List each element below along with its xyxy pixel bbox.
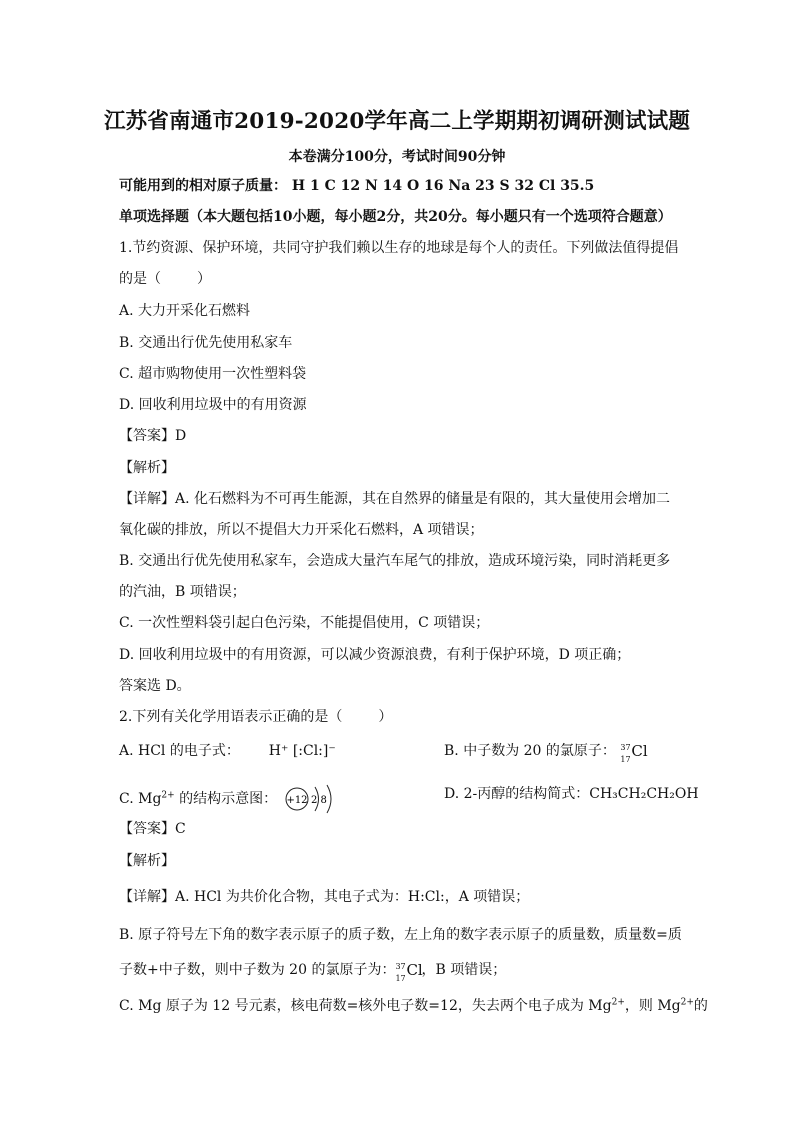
q1-stem-suffix: ）: [197, 271, 211, 287]
q2-option-d-label: D. 2-丙醇的结构简式：: [444, 786, 590, 802]
q1-conclusion: 答案选 D。: [119, 678, 191, 694]
q1-option-a: A. 大力开采化石燃料: [119, 303, 251, 319]
q1-stem-line2: [119, 269, 211, 289]
chlorine-isotope-symbol-2: [395, 960, 423, 983]
q1-option-d: D. 回收利用垃圾中的有用资源: [119, 397, 307, 413]
q2-detail-a-text: 【详解】A. HCl 为共价化合物，其电子式为：: [119, 889, 408, 905]
page-title: 江苏省南通市2019-2020学年高二上学期期初调研测试试题: [103, 109, 691, 134]
q2-detail-b2: [119, 960, 507, 983]
atomic-masses: 可能用到的相对原子质量： H 1 C 12 N 14 O 16 Na 23 S 32 Cl 35.5: [119, 178, 595, 194]
q2-option-a: [119, 741, 336, 761]
ion-charge: 2+: [611, 997, 625, 1008]
mass-number: 37: [620, 743, 631, 752]
ion-charge: 2+: [680, 997, 694, 1008]
electron-formula-ionic: H⁺ [:Cl:]⁻: [268, 743, 336, 759]
q2-analysis: 【解析】: [119, 853, 175, 869]
q2-detail-c-text: C. Mg 原子为 12 号元素，核电荷数=核外电子数=12，失去两个电子成为 Mg: [119, 998, 612, 1014]
q2-detail-b2-tail: ，B 项错误；: [421, 962, 507, 978]
q2-stem: [119, 707, 392, 727]
q2-detail-c-mid: ，则 Mg: [624, 998, 681, 1014]
q2-detail-a: [119, 887, 529, 907]
q2-option-b-label: B. 中子数为 20 的氯原子：: [444, 743, 616, 759]
q2-detail-b2-text: 子数+中子数，则中子数为 20 的氯原子为：: [119, 962, 396, 978]
q2-detail-c: [119, 996, 708, 1016]
q2-option-a-label: A. HCl 的电子式：: [119, 743, 240, 759]
electron-shell-2: [327, 785, 331, 813]
q2-option-c: [119, 784, 356, 814]
element-symbol: Cl: [406, 961, 423, 979]
q1-detail-line4: 的汽油，B 项错误；: [119, 584, 246, 600]
q2-stem-suffix: ）: [378, 709, 393, 725]
shell-electrons: 2 8: [310, 795, 327, 806]
q2-detail-c-tail: 的: [693, 998, 708, 1014]
q2-detail-a-tail: ，A 项错误；: [444, 889, 530, 905]
q1-detail-line1: 【详解】A. 化石燃料为不可再生能源，其在自然界的储量是有限的，其大量使用会增加二: [119, 491, 671, 507]
q1-detail-line5: C. 一次性塑料袋引起白色污染，不能提倡使用，C 项错误；: [119, 615, 490, 631]
exam-info: 本卷满分100分，考试时间90分钟: [288, 149, 506, 165]
chlorine-isotope-symbol: [620, 741, 648, 764]
q2-option-d-formula: CH₃CH₂CH₂OH: [589, 786, 699, 802]
section-heading: 单项选择题（本大题包括10小题，每小题2分，共20分。每小题只有一个选项符合题意）: [119, 209, 672, 225]
atomic-number: 17: [620, 755, 631, 764]
q2-option-c-prefix: C. Mg: [119, 791, 162, 807]
q1-stem-line1: 1.节约资源、保护环境，共同守护我们赖以生存的地球是每个人的责任。下列做法值得提倡: [119, 240, 679, 256]
q2-detail-b1: B. 原子符号左下角的数字表示原子的质子数，左上角的数字表示原子的质量数，质量数=质: [119, 927, 682, 943]
q2-answer: 【答案】C: [119, 821, 186, 837]
nucleus-charge: +12: [286, 795, 308, 806]
q1-stem-prefix: 的是（: [119, 271, 161, 287]
electron-formula-covalent: H:Cl:: [407, 889, 445, 905]
q1-detail-line2: 氧化碳的排放，所以不提倡大力开采化石燃料，A 项错误；: [119, 522, 484, 538]
atomic-number: 17: [395, 974, 406, 983]
q2-option-b: [444, 741, 648, 764]
q1-answer: 【答案】D: [119, 428, 187, 444]
element-symbol: Cl: [631, 742, 648, 760]
q1-option-c: C. 超市购物使用一次性塑料袋: [119, 366, 307, 382]
q2-option-d: [444, 784, 699, 804]
mass-number: 37: [395, 962, 406, 971]
q1-analysis: 【解析】: [119, 460, 175, 476]
q1-option-b: B. 交通出行优先使用私家车: [119, 335, 293, 351]
ion-structure-diagram: [282, 784, 356, 814]
q2-option-c-label: 的结构示意图：: [174, 791, 278, 807]
q1-detail-line3: B. 交通出行优先使用私家车，会造成大量汽车尾气的排放，造成环境污染，同时消耗更多: [119, 553, 671, 569]
q1-detail-line6: D. 回收利用垃圾中的有用资源，可以减少资源浪费，有利于保护环境，D 项正确；: [119, 647, 631, 663]
ion-charge: 2+: [161, 790, 175, 801]
q2-stem-prefix: 2.下列有关化学用语表示正确的是（: [119, 709, 343, 725]
